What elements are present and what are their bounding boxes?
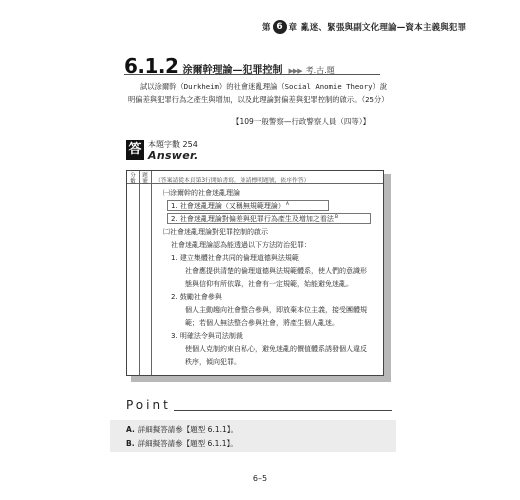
answer-line: 秩序，傾向犯罪。 bbox=[185, 358, 241, 366]
answer-label: Answer. bbox=[148, 149, 199, 162]
page-number: 6–5 bbox=[252, 474, 268, 483]
point-heading: Point bbox=[126, 398, 171, 412]
score-column-header: 分數 bbox=[130, 173, 136, 185]
answer-line: 2. 社會迷亂理論對偏差與犯罪行為產生及增加之看法$^B$ bbox=[171, 214, 338, 223]
answer-line: 態與信仰有所依靠，社會有一定規範，始能避免迷亂。 bbox=[185, 280, 353, 288]
answer-line: 社會應提供清楚的倫理道德與法規範體系，使人們的意識形 bbox=[185, 267, 367, 275]
answer-line: 範；若個人無法整合參與社會，將產生個人亂迷。 bbox=[185, 319, 339, 327]
answer-line: 3. 明確法令與司法制裁 bbox=[171, 332, 243, 340]
point-divider bbox=[174, 410, 392, 411]
question-source: 【109一般警察—行政警察人員（四等）】 bbox=[232, 117, 371, 126]
answer-line: 使個人克制約束自私心，避免迷亂的價值體系誘發個人違反 bbox=[185, 345, 367, 353]
section-heading bbox=[124, 54, 335, 78]
chapter-prefix: 第 bbox=[262, 23, 271, 33]
answer-line: 個人主動趨向社會整合參與，即放棄本位主義，接受團體規 bbox=[185, 306, 367, 314]
question-number-column-header: 題號 bbox=[142, 173, 148, 185]
arrows-icon: ▶▶▶ bbox=[288, 67, 302, 75]
question-text: 試以涂爾幹（Durkheim）的社會迷亂理論（Social Anomie Theory）說明偏差與犯罪行為之產生與增加，以及此理論對偏差與犯罪控制的啟示。（25分） bbox=[128, 82, 389, 104]
answer-line: ㈠涂爾幹的社會迷亂理論 bbox=[163, 189, 240, 197]
answer-line: 2. 鼓勵社會參與 bbox=[171, 293, 222, 301]
point-item: B. 詳細擬答請參【題型 6.1.1】。 bbox=[126, 439, 238, 448]
answer-line: 1. 建立集體社會共同的倫理道德與法規範 bbox=[171, 254, 299, 262]
sheet-instructions: （答案請從本頁第3行開始書寫，並請標明題號，依序作答） bbox=[155, 178, 310, 184]
running-header bbox=[262, 20, 502, 34]
column-divider bbox=[151, 171, 152, 375]
section-tag: 考.古.題 bbox=[305, 66, 335, 75]
question-block bbox=[128, 80, 392, 106]
column-divider bbox=[139, 171, 140, 375]
chapter-number-badge: 6 bbox=[273, 20, 287, 34]
answer-line: ㈡社會迷亂理論對犯罪控制的啟示 bbox=[163, 228, 268, 236]
section-number: 6.1.2 bbox=[124, 54, 179, 78]
answer-line: 1. 社會迷亂理論（又稱無規範理論）$^A$ bbox=[171, 201, 289, 210]
answer-sheet bbox=[126, 170, 384, 376]
answer-icon: 答 bbox=[126, 140, 144, 160]
chapter-title: 亂迷、緊張與副文化理論—資本主義與犯罪 bbox=[301, 23, 467, 33]
point-item: A. 詳細擬答請參【題型 6.1.1】。 bbox=[126, 425, 239, 434]
section-title: 涂爾幹理論—犯罪控制 bbox=[182, 65, 283, 76]
answer-line: 社會迷亂理論認為能透過以下方法防治犯罪： bbox=[171, 241, 311, 249]
chapter-suffix: 章 bbox=[288, 23, 298, 33]
word-count: 本題字數 254 bbox=[148, 140, 198, 149]
section-divider bbox=[124, 74, 380, 75]
